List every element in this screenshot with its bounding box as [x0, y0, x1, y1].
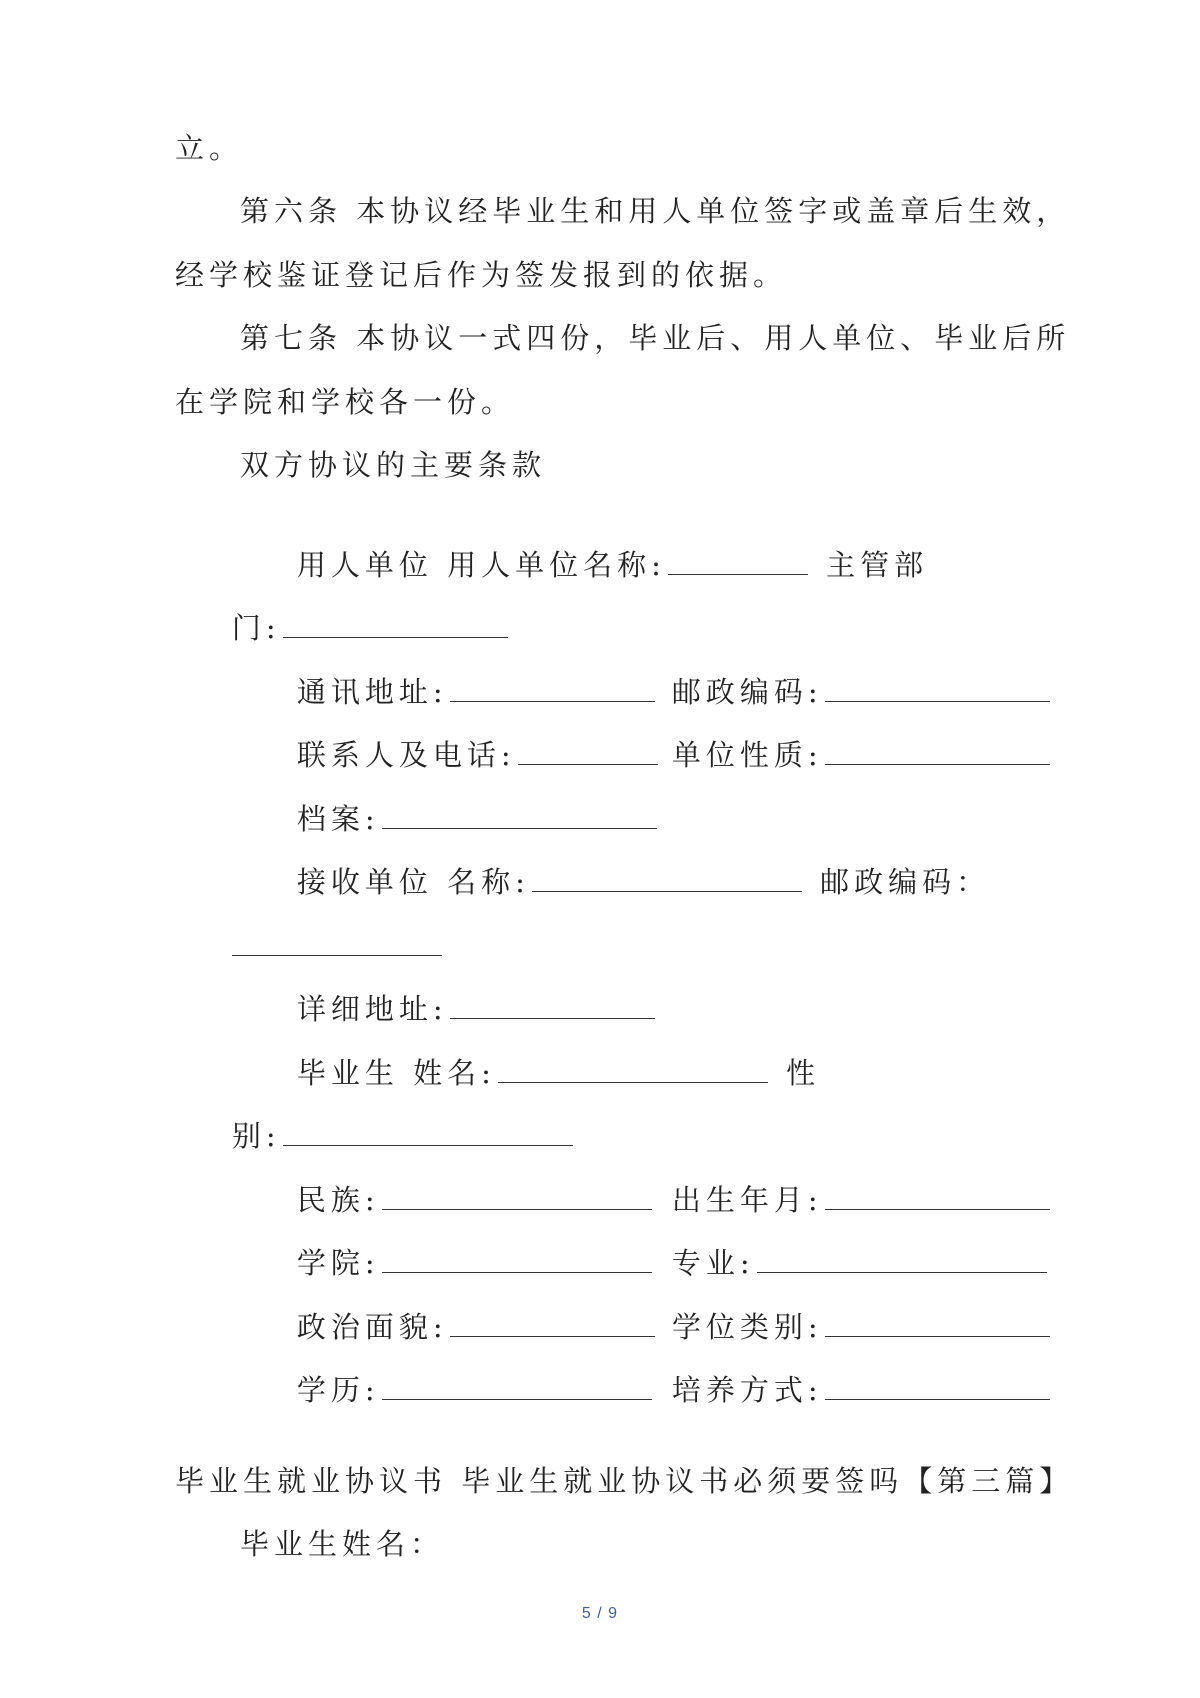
- contact-label: 联系人及电话:: [296, 738, 516, 772]
- training-label: 培养方式:: [671, 1373, 823, 1407]
- nature-field: [615, 701, 1054, 809]
- gender-blank[interactable]: [283, 1119, 573, 1146]
- address-label: 通讯地址:: [296, 675, 448, 709]
- postal-blank[interactable]: [825, 675, 1050, 702]
- terms-heading: 双方协议的主要条款: [240, 448, 547, 482]
- major-blank[interactable]: [757, 1246, 1047, 1273]
- receiver-address-blank[interactable]: [450, 992, 655, 1019]
- education-blank[interactable]: [382, 1373, 652, 1400]
- education-label: 学历:: [296, 1373, 380, 1407]
- paragraph-line: 立。: [175, 131, 244, 165]
- college-blank[interactable]: [382, 1246, 652, 1273]
- ethnic-blank[interactable]: [382, 1183, 652, 1210]
- ethnic-label: 民族:: [296, 1183, 380, 1217]
- training-field: [615, 1336, 1054, 1444]
- archive-label: 档案:: [296, 802, 380, 836]
- birth-label: 出生年月:: [671, 1183, 823, 1217]
- degree-blank[interactable]: [825, 1310, 1050, 1337]
- receiver-postal-label: 邮政编码：: [820, 865, 991, 899]
- receiver-name-blank[interactable]: [532, 865, 802, 892]
- birth-blank[interactable]: [825, 1183, 1050, 1210]
- graduate-name-label: 毕业生 姓名:: [296, 1056, 496, 1090]
- degree-label: 学位类别:: [671, 1310, 823, 1344]
- dept-label: 主管部: [826, 548, 929, 582]
- dept-blank[interactable]: [283, 611, 508, 638]
- postal-label: 邮政编码:: [671, 675, 823, 709]
- receiver-name-label: 接收单位 名称:: [296, 865, 530, 899]
- major-label: 专业:: [671, 1246, 755, 1280]
- receiver-address-label: 详细地址:: [296, 992, 448, 1026]
- paragraph-line: 在学院和学校各一份。: [175, 385, 516, 419]
- dept-label-end: 门:: [231, 611, 281, 645]
- page-number: 5 / 9: [581, 1605, 619, 1622]
- paragraph-line: 经学校鉴证登记后作为签发报到的依据。: [175, 258, 788, 292]
- politics-label: 政治面貌:: [296, 1310, 448, 1344]
- training-blank[interactable]: [825, 1373, 1050, 1400]
- gender-label: 性: [786, 1056, 821, 1090]
- employer-name-label: 用人单位 用人单位名称:: [296, 548, 666, 582]
- article-six: 第六条 本协议经毕业生和用人单位签字或盖章后生效，: [240, 194, 1071, 228]
- education-field: [240, 1336, 656, 1444]
- graduate-name-line: 毕业生姓名：: [240, 1527, 445, 1561]
- nature-blank[interactable]: [825, 738, 1050, 765]
- graduate-name-blank[interactable]: [498, 1056, 768, 1083]
- archive-blank[interactable]: [382, 802, 657, 829]
- receiver-postal-blank[interactable]: [232, 929, 442, 956]
- section-title: 毕业生就业协议书 毕业生就业协议书必须要签吗【第三篇】: [175, 1464, 1074, 1498]
- article-seven: 第七条 本协议一式四份，毕业后、用人单位、毕业后所: [240, 321, 1071, 355]
- college-label: 学院:: [296, 1246, 380, 1280]
- gender-label-end: 别:: [231, 1119, 281, 1153]
- employer-name-blank[interactable]: [668, 548, 808, 575]
- nature-label: 单位性质:: [671, 738, 823, 772]
